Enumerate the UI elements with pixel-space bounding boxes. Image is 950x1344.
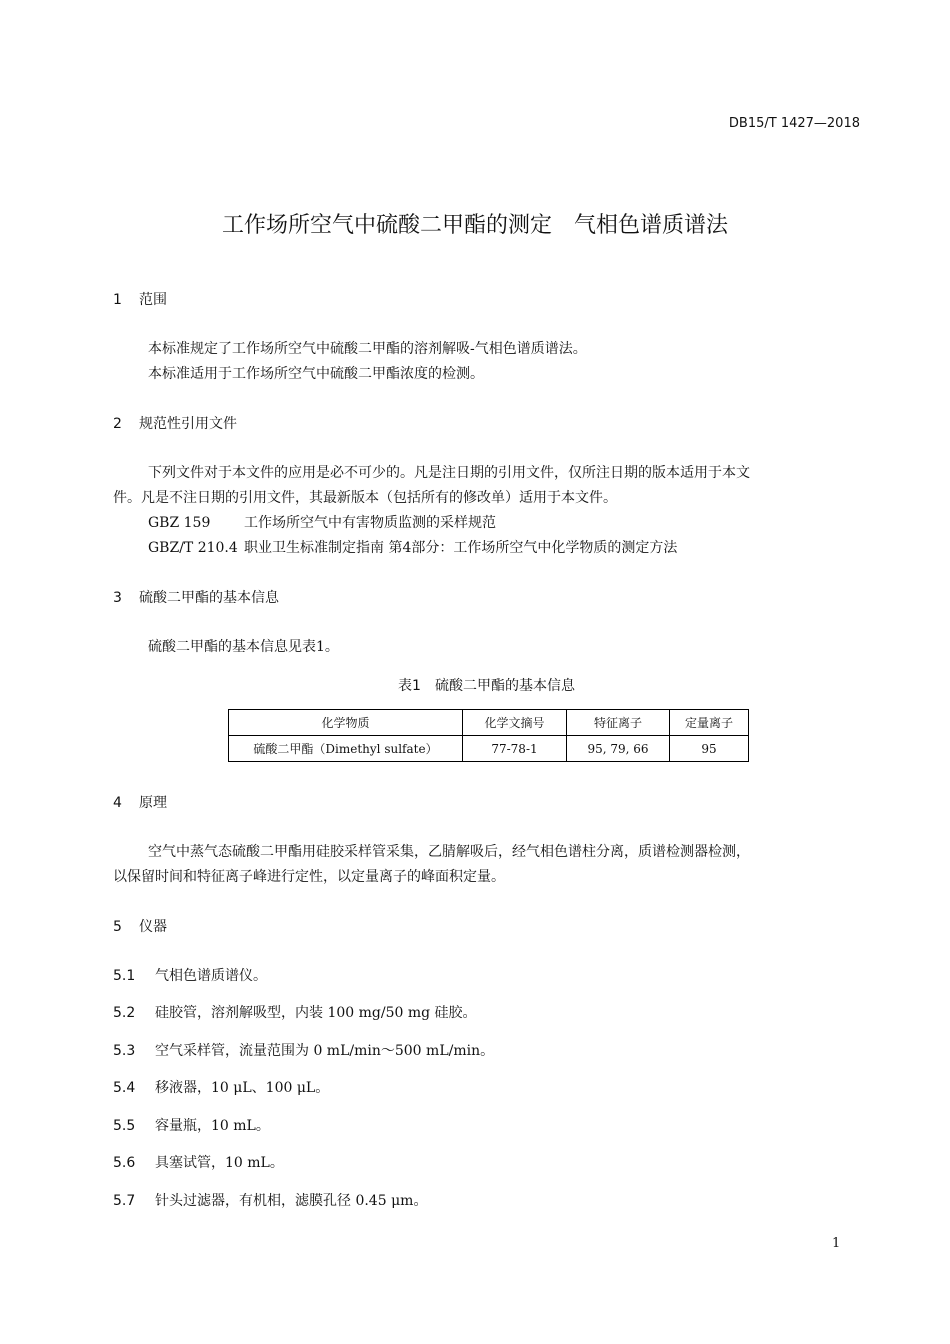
section-2-heading [113, 413, 237, 433]
item-text: 移液器，10 μL、100 μL。 [155, 1080, 330, 1096]
table-cell: 95, 79, 66 [567, 736, 670, 762]
section-title: 原理 [139, 795, 167, 811]
list-item [113, 1002, 477, 1022]
list-item [113, 1115, 270, 1135]
item-number: 5.2 [113, 1005, 136, 1021]
section-title: 仪器 [139, 919, 167, 935]
list-item [113, 1040, 494, 1060]
item-number: 5.4 [113, 1080, 136, 1096]
reference-item [148, 512, 496, 532]
table-cell: 硫酸二甲酯（Dimethyl sulfate） [229, 736, 463, 762]
section-5-heading [113, 916, 167, 936]
item-number: 5.7 [113, 1193, 136, 1209]
paragraph-line: 件。凡是不注日期的引用文件，其最新版本（包括所有的修改单）适用于本文件。 [113, 490, 617, 506]
table-row [229, 736, 749, 762]
table-caption: 表1 硫酸二甲酯的基本信息 [398, 678, 575, 694]
info-table [228, 709, 749, 762]
table-header-cell: 特征离子 [567, 710, 670, 736]
item-text: 容量瓶，10 mL。 [155, 1118, 270, 1134]
item-text: 具塞试管，10 mL。 [155, 1155, 284, 1171]
section-number: 5 [113, 919, 122, 935]
page-title: 工作场所空气中硫酸二甲酯的测定 气相色谱质谱法 [221, 213, 728, 238]
paragraph-line: 空气中蒸气态硫酸二甲酯用硅胶采样管采集，乙腈解吸后，经气相色谱柱分离，质谱检测器检测， [148, 844, 750, 860]
table-header-cell: 定量离子 [670, 710, 749, 736]
item-number: 5.5 [113, 1118, 136, 1134]
section-4-heading [113, 792, 167, 812]
paragraph: 硫酸二甲酯的基本信息见表1。 [148, 639, 339, 655]
reference-code: GBZ 159 [148, 515, 211, 531]
item-text: 硅胶管，溶剂解吸型，内装 100 mg/50 mg 硅胶。 [155, 1005, 477, 1021]
paragraph-line: 以保留时间和特征离子峰进行定性，以定量离子的峰面积定量。 [113, 869, 505, 885]
section-number: 4 [113, 795, 122, 811]
item-number: 5.6 [113, 1155, 136, 1171]
reference-code: GBZ/T 210.4 [148, 540, 238, 556]
list-item [113, 965, 267, 985]
section-1-heading [113, 289, 167, 309]
item-number: 5.1 [113, 968, 136, 984]
table-cell: 95 [670, 736, 749, 762]
reference-title: 工作场所空气中有害物质监测的采样规范 [244, 515, 496, 531]
section-number: 1 [113, 292, 122, 308]
section-title: 范围 [139, 292, 167, 308]
item-number: 5.3 [113, 1043, 136, 1059]
item-text: 针头过滤器，有机相，滤膜孔径 0.45 μm。 [155, 1193, 428, 1209]
table-header-cell: 化学物质 [229, 710, 463, 736]
table-header-row [229, 710, 749, 736]
section-3-heading [113, 587, 279, 607]
table-header-cell: 化学文摘号 [463, 710, 567, 736]
list-item [113, 1152, 284, 1172]
item-text: 空气采样管，流量范围为 0 mL/min～500 mL/min。 [155, 1043, 495, 1059]
section-title: 硫酸二甲酯的基本信息 [139, 590, 279, 606]
reference-item [148, 537, 677, 557]
reference-title: 职业卫生标准制定指南 第4部分：工作场所空气中化学物质的测定方法 [244, 540, 678, 556]
list-item [113, 1077, 329, 1097]
list-item [113, 1190, 427, 1210]
page-number: 1 [832, 1236, 841, 1251]
section-title: 规范性引用文件 [139, 416, 237, 432]
section-number: 3 [113, 590, 122, 606]
document-code: DB15/T 1427—2018 [728, 116, 860, 131]
section-number: 2 [113, 416, 122, 432]
paragraph-line: 下列文件对于本文件的应用是必不可少的。凡是注日期的引用文件，仅所注日期的版本适用于本文 [148, 465, 750, 481]
paragraph: 本标准规定了工作场所空气中硫酸二甲酯的溶剂解吸-气相色谱质谱法。 [148, 341, 587, 357]
table-cell: 77-78-1 [463, 736, 567, 762]
paragraph: 本标准适用于工作场所空气中硫酸二甲酯浓度的检测。 [148, 366, 484, 382]
item-text: 气相色谱质谱仪。 [155, 968, 267, 984]
